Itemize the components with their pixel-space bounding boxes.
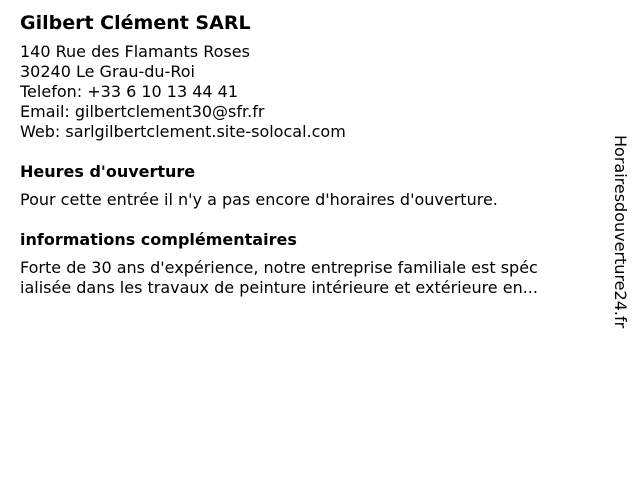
additional-info-description bbox=[20, 258, 590, 298]
phone-number[interactable]: Telefon: +33 6 10 13 44 41 bbox=[20, 82, 239, 101]
business-card bbox=[20, 10, 590, 298]
business-name: Gilbert Clément SARL bbox=[20, 12, 251, 34]
additional-info-line-2: ialisée dans les travaux de peinture intérieure et extérieure en... bbox=[20, 278, 538, 297]
opening-hours-text: Pour cette entrée il n'y a pas encore d'horaires d'ouverture. bbox=[20, 190, 498, 209]
opening-hours-heading: Heures d'ouverture bbox=[20, 162, 196, 181]
website-link[interactable]: Web: sarlgilbertclement.site-solocal.com bbox=[20, 122, 346, 141]
email-address[interactable]: Email: gilbertclement30@sfr.fr bbox=[20, 102, 265, 121]
address-line-2: 30240 Le Grau-du-Roi bbox=[20, 62, 195, 81]
additional-info-line-1: Forte de 30 ans d'expérience, notre entreprise familiale est spéc bbox=[20, 258, 538, 277]
address-line-1: 140 Rue des Flamants Roses bbox=[20, 42, 250, 61]
additional-info-heading: informations complémentaires bbox=[20, 230, 297, 249]
site-watermark: Horairesdouverture24.fr bbox=[611, 135, 630, 329]
